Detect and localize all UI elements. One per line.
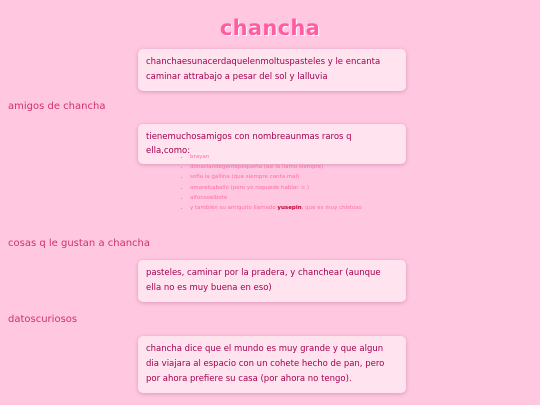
friend-name-highlight: yusepin [277,205,302,212]
likes-heading: cosas q le gustan a chancha [8,238,151,249]
page-title: chancha [219,16,321,40]
friends-card-text: tienemuchosamigos con nombreaunmas raros q ella,como: [146,132,352,156]
facts-heading: datoscuriosos [8,314,78,325]
facts-card-text: chancha dice que el mundo es muy grande y que algun dia viajara al espacio con un cohete hecho de pan, pero por ahora prefiere su casa (por ahora no tengo). [146,344,385,384]
list-item: • alfonsoelbote [190,193,370,203]
list-item: • sofia la gallina (que siempre canta mal) [190,172,370,182]
likes-card [138,260,406,302]
list-item: • brayan [190,152,370,162]
facts-card [138,336,406,393]
intro-card [138,49,406,91]
list-item: • omarelcaballo (pero yo nopuede hablar :c ) [190,183,370,193]
list-item: • donaciandegentepequeña (asi lo llamo siempre) [190,162,370,172]
list-item [190,203,370,213]
intro-text: chanchaesunacerdaquelenmoltuspasteles y le encanta caminar attrabajo a pesar del sol y lalluvia [146,57,381,82]
friends-list [178,152,370,213]
likes-card-text: pasteles, caminar por la pradera, y chanchear (aunque ella no es muy buena en eso) [146,268,381,293]
list-item-prefix: y también su amiguito llamado [190,205,278,212]
friends-heading: amigos de chancha [8,101,106,112]
list-item-suffix: , que es muy chistoso [301,205,362,212]
